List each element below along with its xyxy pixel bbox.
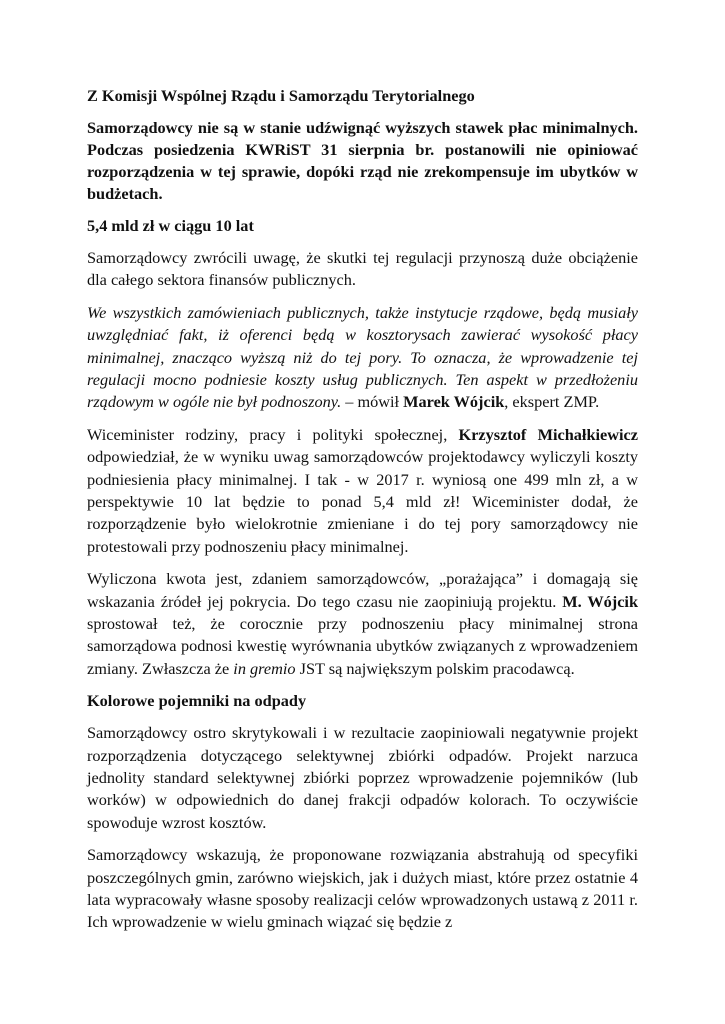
paragraph: Samorządowcy wskazują, że proponowane rozwiązania abstrahują od specyfiki poszczególnych gmin, zarówno wiejskich, jak i dużych miast, które przez ostatnie 4 lata wypracowały własne sposoby realizacji celów wprowadzonych ustawą z 2011 r. Ich wprowadzenie w wielu gminach wiązać się będzie z	[87, 845, 638, 932]
text-run: sprostował też, że corocznie przy podnoszeniu płacy minimalnej strona samorządowa podnosi kwestię wyrównania ubytków związanych z wprowadzeniem zmiany. Zwłaszcza że	[87, 613, 638, 678]
quote-paragraph	[87, 302, 638, 413]
document-header: Z Komisji Wspólnej Rządu i Samorządu Terytorialnego	[87, 86, 475, 105]
paragraph: Samorządowcy zwrócili uwagę, że skutki tej regulacji przynoszą duże obciążenie dla całego sektora finansów publicznych.	[87, 248, 638, 290]
lead-paragraph: Samorządowcy nie są w stanie udźwignąć wyższych stawek płac minimalnych. Podczas posiedzenia KWRiST 31 sierpnia br. postanowili nie opiniować rozporządzenia w tej sprawie, dopóki rząd nie zrekompensuje im ubytków w budżetach.	[87, 118, 638, 203]
paragraph	[87, 568, 638, 679]
paragraph	[87, 424, 638, 558]
text-run: odpowiedział, że w wyniku uwag samorządowców projektodawcy wyliczyli koszty podniesienia płacy minimalnej. I tak - w 2017 r. wyniosą one 499 mln zł, a w perspektywie 10 lat będzie to ponad 5,4 mld zł! Wiceminister dodał, że rozporządzenie było wielokrotnie zmieniane i do tej pory samorządowcy nie protestowali przy podnoszeniu płacy minimalnej.	[87, 447, 638, 556]
quote-text: We wszystkich zamówieniach publicznych, także instytucje rządowe, będą musiały uwzględniać fakt, iż oferenci będą w kosztorysach zawierać wysokość płacy minimalnej, znacząco wyższą niż do tej pory. To oznacza, że wprowadzenie tej regulacji mocno podniesie koszty usług publicznych. Ten aspekt w przedłożeniu rządowym w ogóle nie był podnoszony.	[87, 303, 638, 412]
text-run: Wiceminister rodziny, pracy i polityki społecznej,	[87, 425, 459, 445]
speaker-name: Marek Wójcik	[403, 392, 505, 412]
speaker-name: M. Wójcik	[562, 591, 638, 611]
section-heading-costs: 5,4 mld zł w ciągu 10 lat	[87, 216, 254, 235]
speaker-role: , ekspert ZMP.	[504, 392, 600, 412]
speaker-name: Krzysztof Michałkiewicz	[458, 425, 638, 445]
latin-phrase: in gremio	[233, 658, 296, 678]
text-run: Wyliczona kwota jest, zdaniem samorządowców, „porażająca” i domagają się wskazania źródeł jej pokrycia. Do tego czasu nie zaopiniują projektu.	[87, 569, 638, 611]
quote-attribution: – mówił	[341, 392, 404, 412]
section-heading-waste-bins: Kolorowe pojemniki na odpady	[87, 691, 307, 711]
paragraph: Samorządowcy ostro skrytykowali i w rezultacie zaopiniowali negatywnie projekt rozporządzenia dotyczącego selektywnej zbiórki odpadów. Projekt narzuca jednolity standard selektywnej zbiórki poprzez wprowadzenie pojemników (lub worków) w odpowiednich do danej frakcji odpadów kolorach. To oczywiście spowoduje wzrost kosztów.	[87, 723, 638, 832]
text-run: JST są największym polskim pracodawcą.	[295, 658, 575, 678]
